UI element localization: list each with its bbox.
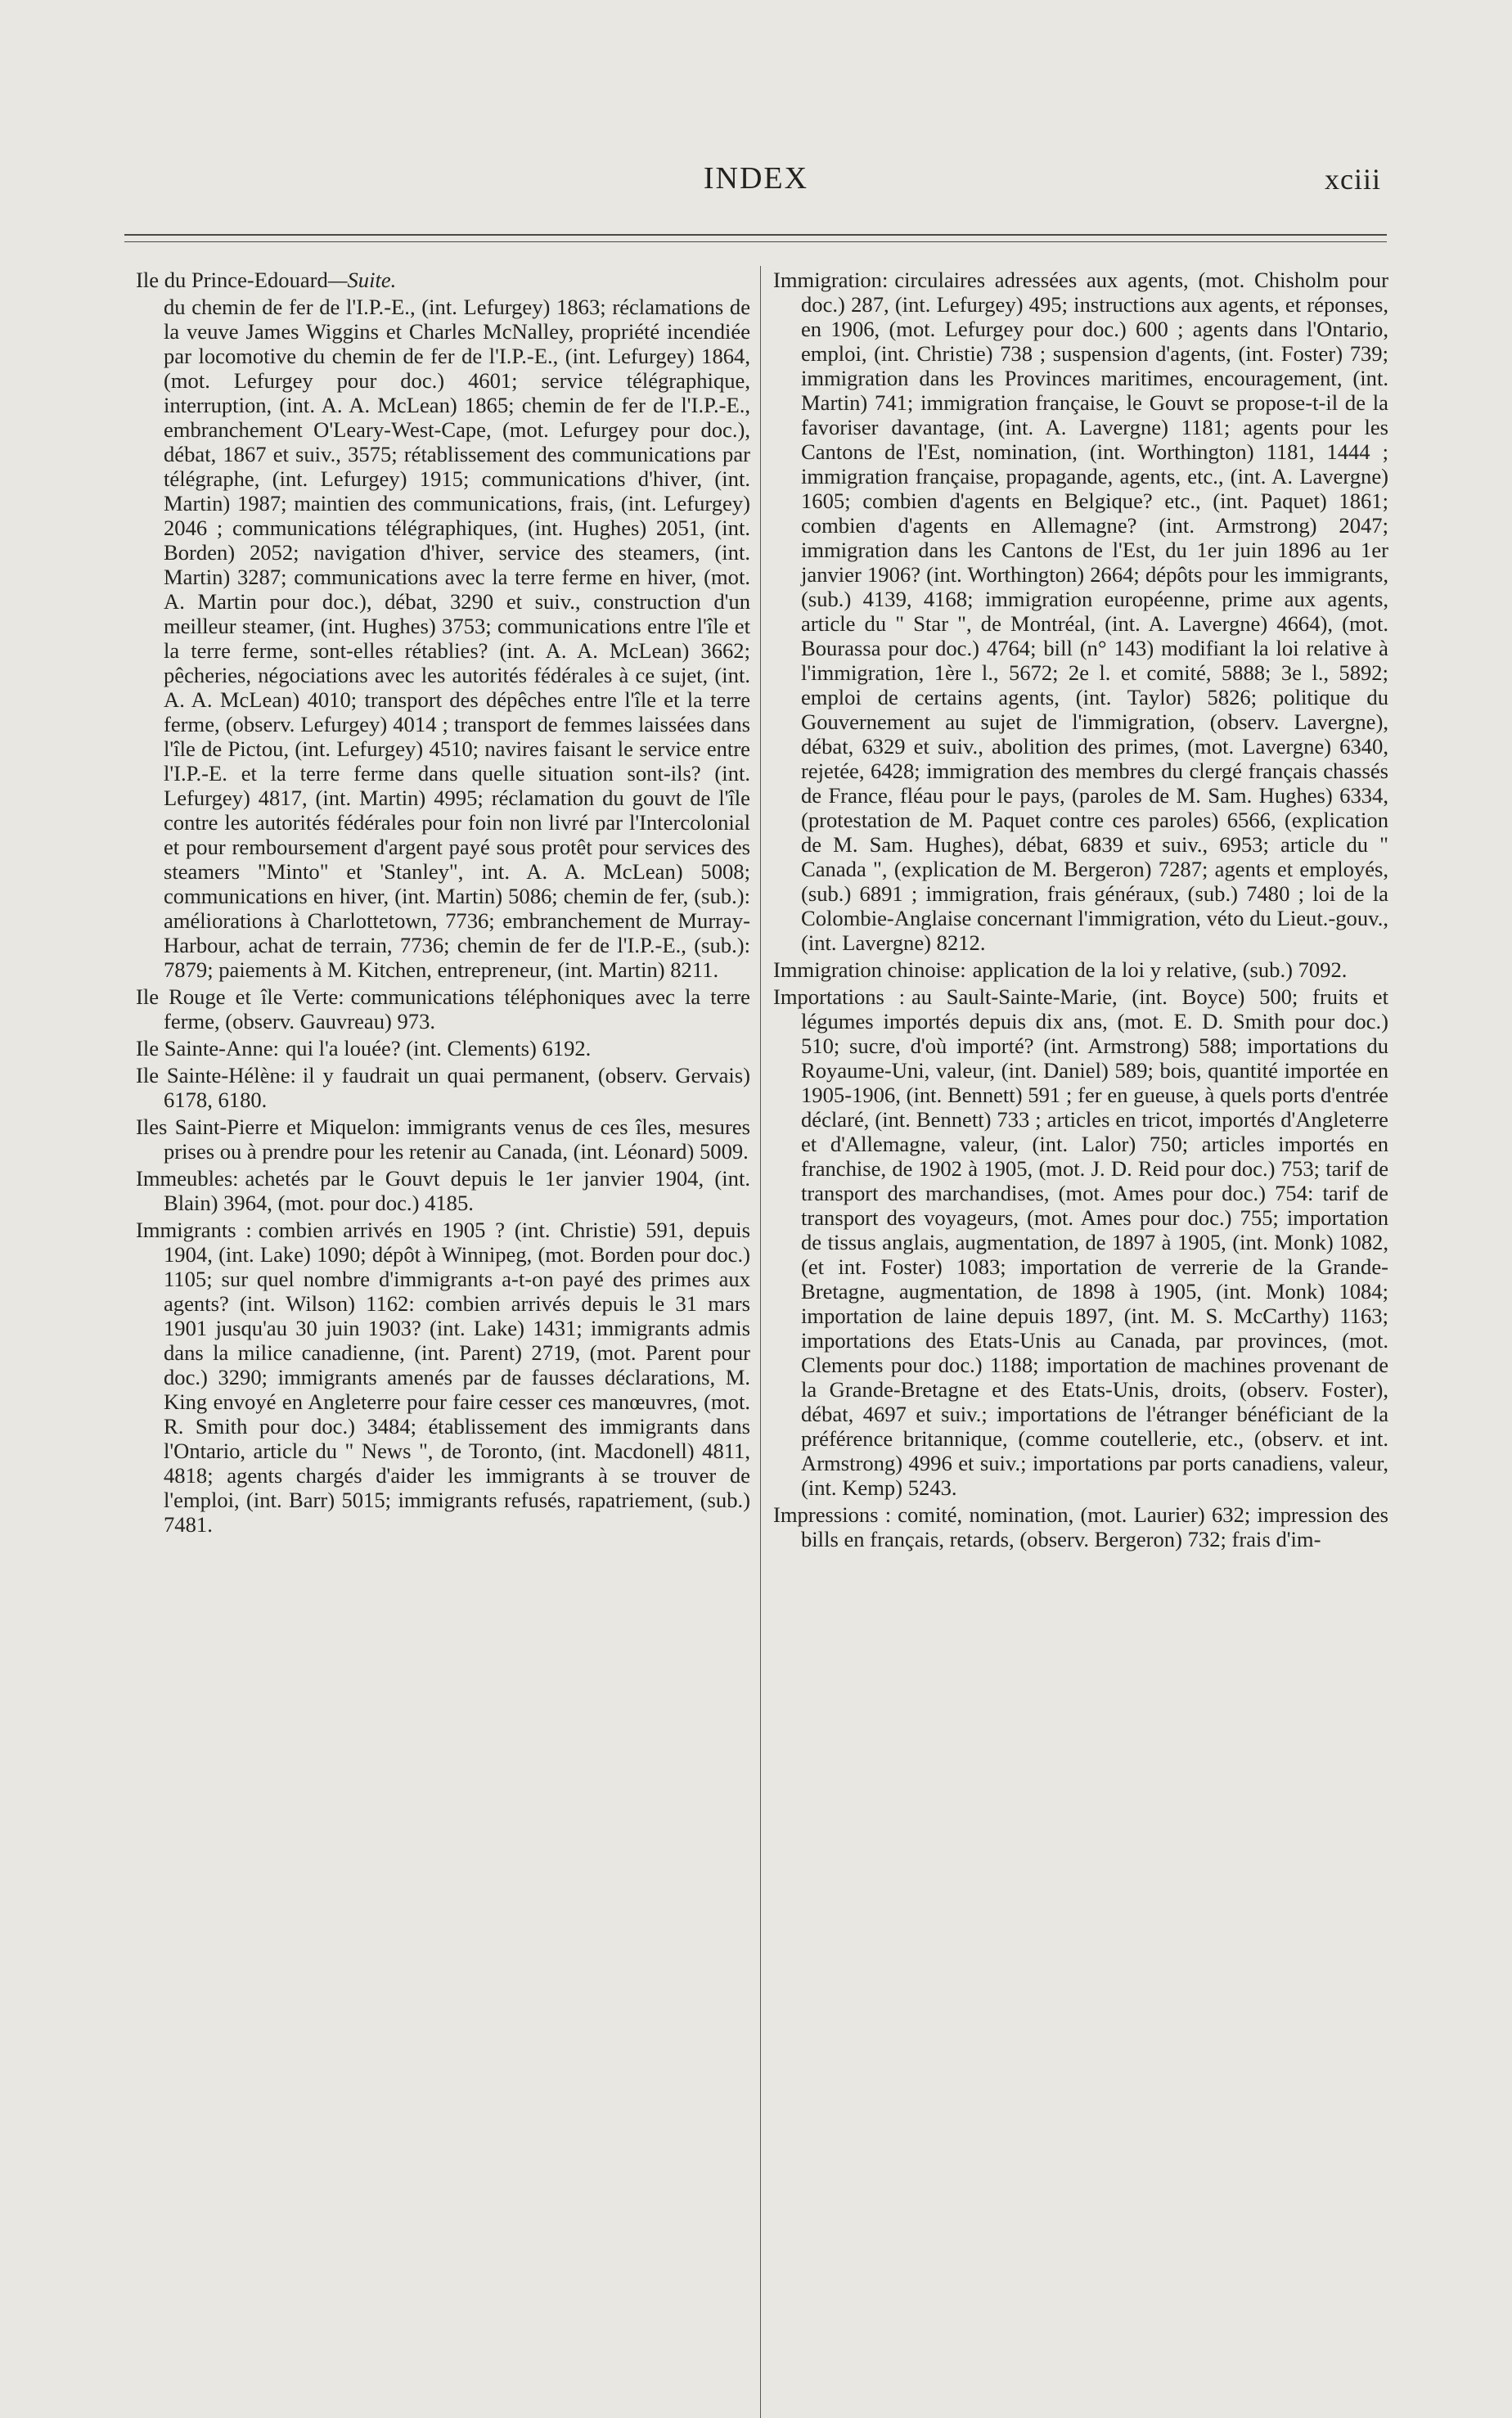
entry-suite-label: —Suite.: [327, 268, 397, 292]
entry-body: il y faudrait un quai permanent, (observ. Gervais) 6178, 6180.: [164, 1063, 750, 1112]
entry-body: circulaires adressées aux agents, (mot. Chisholm pour doc.) 287, (int. Lefurgey) 495; instructions aux agents, et réponses, en 1906, (mot. Lefurgey pour doc.) 600 ; agents dans l'Ontario, emploi, (int. Christie) 738 ; suspension d'agents, (int. Foster) 739; immigration dans les Provinces maritimes, encouragement, (int. Martin) 741; immigration française, le Gouvt se propose-t-il de la favoriser davantage, (int. A. Lavergne) 1181; agents pour les Cantons de l'Est, nomination, (int. Worthington) 1181, 1444 ; immigration française, propagande, agents, etc., (int. A. Lavergne) 1605; combien d'agents en Belgique? etc., (int. Paquet) 1861; combien d'agents en Allemagne? (int. Armstrong) 2047; immigration dans les Cantons de l'Est, du 1er juin 1896 au 1er janvier 1906? (int. Worthington) 2664; dépôts pour les immigrants, (sub.) 4139, 4168; immigration européenne, prime aux agents, article du " Star ", de Montréal, (int. A. Lavergne) 4664), (mot. Bourassa pour doc.) 4764; bill (n° 143) modifiant la loi relative à l'immigration, 1ère l., 5672; 2e l. et comité, 5888; 3e l., 5892; emploi de certains agents, (int. Taylor) 5826; politique du Gouvernement au sujet de l'immigration, (observ. Lavergne), débat, 6329 et suiv., abolition des primes, (mot. Lavergne) 6340, rejetée, 6428; immigration des membres du clergé français chassés de France, fléau pour le pays, (paroles de M. Sam. Hughes) 6334, (protestation de M. Paquet contre ces paroles) 6566, (explication de M. Sam. Hughes), débat, 6839 et suiv., 6953; article du " Canada ", (explication de M. Bergeron) 7287; agents et employés, (sub.) 6891 ; immigration, frais généraux, (sub.) 7480 ; loi de la Colombie-Anglaise concernant l'immigration, véto du Lieut.-gouv., (int. Lavergne) 8212.: [801, 268, 1388, 955]
entry-body: combien arrivés en 1905 ? (int. Christie) 591, depuis 1904, (int. Lake) 1090; dépôt à Winnipeg, (mot. Borden pour doc.) 1105; sur quel nombre d'immigrants a-t-on payé des primes aux agents? (int. Wilson) 1162: combien arrivés depuis le 31 mars 1901 jusqu'au 30 juin 1903? (int. Lake) 1431; immigrants admis dans la milice canadienne, (int. Parent) 2719, (mot. Parent pour doc.) 3290; immigrants amenés par de fausses déclarations, M. King envoyé en Angleterre pour faire cesser ces manœuvres, (mot. R. Smith pour doc.) 3484; établissement des immigrants dans l'Ontario, article du " News ", de Toronto, (int. Macdonell) 4811, 4818; agents chargés d'aider les immigrants à se trouver de l'emploi, (int. Barr) 5015; immigrants refusés, rapatriement, (sub.) 7481.: [164, 1218, 750, 1537]
entry-heading: Iles Saint-Pierre et Miquelon:: [136, 1114, 401, 1139]
entry-body: au Sault-Sainte-Marie, (int. Boyce) 500; fruits et légumes importés depuis dix ans, (mot. E. D. Smith pour doc.) 510; sucre, d'où importé? (int. Armstrong) 588; importations du Royaume-Uni, valeur, (int. Daniel) 589; bois, quantité importée en 1905-1906, (int. Bennett) 591 ; fer en gueuse, à quels ports d'entrée déclaré, (int. Bennett) 733 ; articles en tricot, importés d'Angleterre et d'Allemagne, valeur, (int. Lalor) 750; articles importés en franchise, de 1902 à 1905, (mot. J. D. Reid pour doc.) 753; tarif de transport des marchandises, (mot. Ames pour doc.) 754: tarif de transport des voyageurs, (mot. Ames pour doc.) 755; importation de tissus anglais, augmentation, de 1897 à 1905, (int. Monk) 1082, (et int. Foster) 1083; importation de verrerie de la Grande-Bretagne, augmentation, de 1898 à 1905, (int. Monk) 1084; importation de laine depuis 1897, (int. M. S. McCarthy) 1163; importations des Etats-Unis au Canada, par provinces, (mot. Clements pour doc.) 1188; importation de machines provenant de la Grande-Bretagne et des Etats-Unis, droits, (observ. Foster), débat, 4697 et suiv.; importations de l'étranger bénéficiant de la préférence britannique, (comme coutellerie, etc., (observ. et int. Armstrong) 4996 et suiv.; importations par ports canadiens, valeur, (int. Kemp) 5243.: [801, 984, 1388, 1500]
entry-heading: Immeubles:: [136, 1166, 239, 1191]
index-entry: [773, 957, 1388, 982]
entry-body: immigrants venus de ces îles, mesures prises ou à prendre pour les retenir au Canada, (int. Léonard) 5009.: [164, 1114, 750, 1164]
left-entry-list: [136, 984, 750, 1537]
index-entry: [773, 268, 1388, 955]
index-entry: [136, 1036, 750, 1060]
header-rule-thick: [124, 234, 1387, 236]
index-entry: [136, 1063, 750, 1112]
entry-heading: Immigration:: [773, 268, 889, 292]
column-divider: [760, 266, 761, 2418]
entry-heading: Ile Sainte-Anne:: [136, 1036, 280, 1060]
index-entry: [773, 984, 1388, 1500]
header-rule-thin: [124, 241, 1387, 242]
index-entry: [136, 1166, 750, 1215]
entry-heading: Ile du Prince-Edouard: [136, 268, 328, 292]
entry-heading: Impressions :: [773, 1502, 892, 1527]
index-entry: [136, 984, 750, 1033]
page-number: xciii: [1325, 163, 1381, 196]
entry-body: achetés par le Gouvt depuis le 1er janvier 1904, (int. Blain) 3964, (mot. pour doc.) 4185.: [164, 1166, 750, 1215]
entry-body: comité, nomination, (mot. Laurier) 632; impression des bills en français, retards, (observ. Bergeron) 732; frais d'im-: [801, 1502, 1388, 1551]
entry-heading: Immigration chinoise:: [773, 957, 966, 982]
entry-body: application de la loi y relative, (sub.) 7092.: [972, 957, 1348, 982]
entry-heading: Ile Rouge et île Verte:: [136, 984, 344, 1009]
entry-heading: Immigrants :: [136, 1218, 252, 1242]
entry-body: communications téléphoniques avec la terre ferme, (observ. Gauvreau) 973.: [164, 984, 750, 1033]
index-entry-continued: [136, 268, 750, 292]
entry-heading: Importations :: [773, 984, 905, 1009]
entry-heading: Ile Sainte-Hélène:: [136, 1063, 296, 1087]
page-title: INDEX: [703, 161, 809, 196]
right-column: [773, 268, 1388, 1554]
right-entry-list: [773, 268, 1388, 1551]
index-entry: [136, 1114, 750, 1164]
entry-body: qui l'a louée? (int. Clements) 6192.: [285, 1036, 592, 1060]
left-column: [136, 268, 750, 1539]
index-entry: [136, 1218, 750, 1537]
index-entry: [773, 1502, 1388, 1551]
entry-body-continued: du chemin de fer de l'I.P.-E., (int. Lefurgey) 1863; réclamations de la veuve James Wiggins et Charles McNalley, propriété incendiée par locomotive du chemin de fer de l'I.P.-E., (int. Lefurgey) 1864, (mot. Lefurgey pour doc.) 4601; service télégraphique, interruption, (int. A. A. McLean) 1865; chemin de fer de l'I.P.-E., embranchement O'Leary-West-Cape, (mot. Lefurgey pour doc.), débat, 1867 et suiv., 3575; rétablissement des communications par télégraphe, (int. Lefurgey) 1915; communications d'hiver, (int. Martin) 1987; maintien des communications, frais, (int. Lefurgey) 2046 ; communications télégraphiques, (int. Hughes) 2051, (int. Borden) 2052; navigation d'hiver, service des steamers, (int. Martin) 3287; communications avec la terre ferme en hiver, (mot. A. Martin pour doc.), débat, 3290 et suiv., construction d'un meilleur steamer, (int. Hughes) 3753; communications entre l'île et la terre ferme, sont-elles rétablies? (int. A. A. McLean) 3662; pêcheries, négociations avec les autorités fédérales à ce sujet, (int. A. A. McLean) 4010; transport des dépêches entre l'île et la terre ferme, (observ. Lefurgey) 4014 ; transport de femmes laissées dans l'île de Pictou, (int. Lefurgey) 4510; navires faisant le service entre l'I.P.-E. et la terre ferme dans quelle situation sont-ils? (int. Lefurgey) 4817, (int. Martin) 4995; réclamation du gouvt de l'île contre les autorités fédérales pour foin non livré par l'Intercolonial et pour remboursement d'argent payé sous protêt pour services des steamers "Minto" et 'Stanley", int. A. A. McLean) 5008; communications en hiver, (int. Martin) 5086; chemin de fer, (sub.): améliorations à Charlottetown, 7736; embranchement de Murray-Harbour, achat de terrain, 7736; chemin de fer de l'I.P.-E., (sub.): 7879; paiements à M. Kitchen, entrepreneur, (int. Martin) 8211.: [164, 295, 750, 982]
